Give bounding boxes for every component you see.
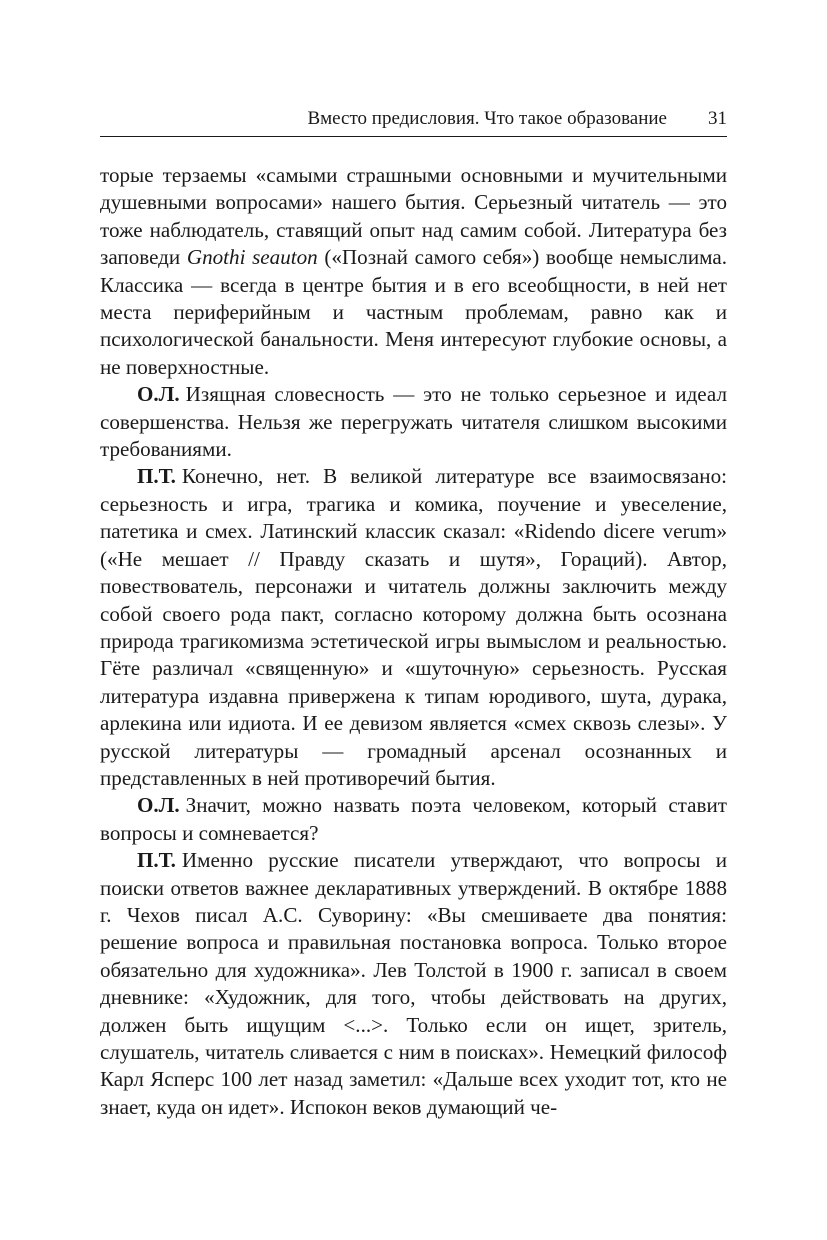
paragraph-text: Значит, можно назвать поэта человеком, который ставит вопросы и сомневается?	[100, 793, 727, 845]
paragraph-text: торые терзаемы «самыми страшными основными и мучительными душевными вопросами» нашего бытия. Серьезный читатель — это тоже наблюдатель, ставящий опыт над самим собой. Литература без заповеди	[100, 163, 727, 270]
speaker-label: О.Л.	[137, 793, 180, 818]
paragraph-text: Именно русские писатели утверждают, что вопросы и поиски ответов важнее декларативных утверждений. В октябре 1888 г. Чехов писал А.С. Суворину: «Вы смешиваете два понятия: решение вопроса и правильная постановка вопроса. Только второе обязательно для художника». Лев Толстой в 1900 г. записал в своем дневнике: «Художник, для того, чтобы действовать на других, должен быть ищущим <...>. Только если он ищет, зритель, слушатель, читатель сливается с ним в поисках». Немецкий философ Карл Ясперс 100 лет назад заметил: «Дальше всех уходит тот, кто не знает, куда он идет». Испокон веков думающий че-	[100, 848, 727, 1119]
paragraph-text: Конечно, нет. В великой литературе все взаимосвязано: серьезность и игра, трагика и комика, поучение и увеселение, патетика и смех. Латинский классик сказал: «Ridendo dicere verum» («Не мешает // Правду сказать и шутя», Гораций). Автор, повествователь, персонажи и читатель должны заключить между собой своего рода пакт, согласно которому должна быть осознана природа трагикомизма эстетической игры вымыслом и реальностью. Гёте различал «священную» и «шуточную» серьезность. Русская литература издавна привержена к типам юродивого, шута, дурака, арлекина или идиота. И ее девизом является «смех сквозь слезы». У русской литературы — громадный арсенал осознанных и представленных в ней противоречий бытия.	[100, 464, 727, 790]
body-text	[100, 162, 727, 1121]
running-header	[100, 106, 727, 137]
speaker-label: П.Т.	[137, 464, 176, 489]
running-header-title: Вместо предисловия. Что такое образование	[307, 108, 667, 129]
paragraph-text-after: («Познай самого себя») вообще немыслима. Классика — всегда в центре бытия и в его всеобщности, в ней нет места периферийным и частным проблемам, равно как и психологической банальности. Меня интересуют глубокие основы, а не поверхностные.	[100, 245, 727, 379]
latin-phrase: Gnothi seauton	[186, 245, 318, 270]
dialogue-paragraph	[100, 381, 727, 463]
speaker-label: П.Т.	[137, 848, 176, 873]
dialogue-paragraph	[100, 463, 727, 792]
paragraph-continued	[100, 162, 727, 381]
dialogue-paragraph	[100, 792, 727, 847]
book-page	[100, 106, 727, 1121]
page-number: 31	[708, 108, 727, 129]
paragraph-text: Изящная словесность — это не только серьезное и идеал совершенства. Нельзя же перегружать читателя слишком высокими требованиями.	[100, 382, 727, 462]
speaker-label: О.Л.	[137, 382, 180, 407]
dialogue-paragraph	[100, 847, 727, 1121]
